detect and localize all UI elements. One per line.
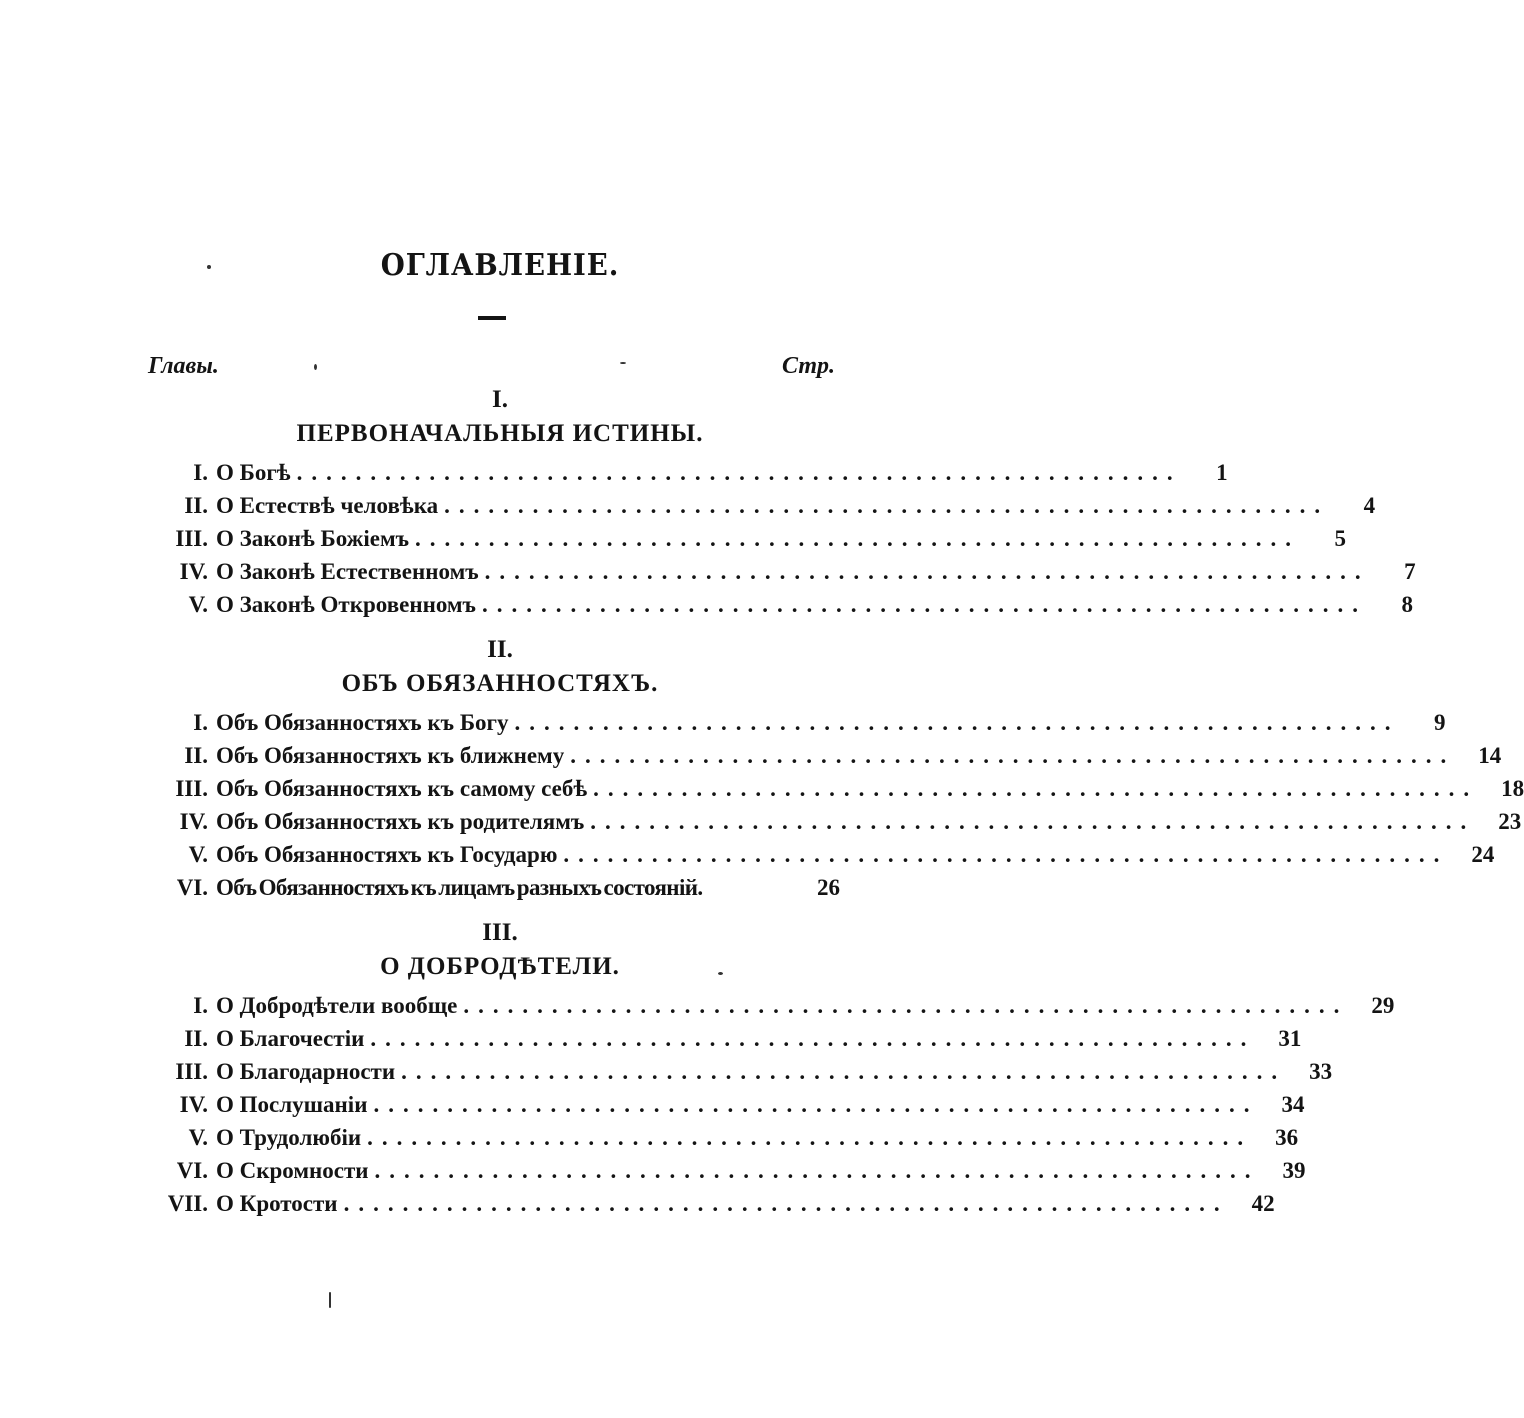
entry-page: 26 xyxy=(817,875,840,900)
entry-title: О Благодарности xyxy=(216,1059,396,1084)
entry-page: 14 xyxy=(1478,743,1502,768)
dot-leader: ............................................................ xyxy=(563,842,1449,867)
toc-entry xyxy=(150,875,840,907)
entry-title: О Скромности xyxy=(216,1158,369,1183)
column-heading-pages: Стр. xyxy=(781,353,835,379)
entry-page: 24 xyxy=(1471,842,1495,867)
entry-page: 5 xyxy=(1334,526,1347,551)
section-3-title: О ДОБРОДѢТЕЛИ. xyxy=(380,953,620,980)
column-heading-chapters: Главы. xyxy=(148,353,219,379)
toc-entry xyxy=(150,592,1413,624)
dot-leader: ............................................................ xyxy=(590,809,1476,834)
section-2-title: ОБЪ ОБЯЗАННОСТЯХЪ. xyxy=(341,670,659,697)
entry-title: Объ Обязанностяхъ къ самому себѣ xyxy=(216,776,588,801)
dot-leader: ............................................................ xyxy=(343,1191,1229,1216)
entry-number: III. xyxy=(175,1059,208,1084)
entry-title: Объ Обязанностяхъ къ Богу xyxy=(216,710,509,735)
entry-page: 7 xyxy=(1404,559,1416,584)
toc-entry xyxy=(150,809,1522,841)
entry-number: I. xyxy=(193,993,208,1018)
entry-page: 8 xyxy=(1401,592,1413,617)
dot-leader: ............................................................ xyxy=(514,710,1400,735)
entry-page: 18 xyxy=(1501,776,1524,801)
entry-number: IV. xyxy=(179,809,208,834)
entry-title: Объ Обязанностяхъ къ лицамъ разныхъ состояній. xyxy=(216,875,703,900)
toc-entry xyxy=(150,710,1446,742)
toc-entry xyxy=(150,1125,1299,1157)
page-title: ОГЛАВЛЕНІЕ. xyxy=(380,248,620,283)
entry-title: О Добродѣтели вообще xyxy=(216,993,458,1018)
toc-entry xyxy=(150,842,1495,874)
dot-leader: ............................................................ xyxy=(444,493,1330,518)
toc-entry xyxy=(150,1158,1306,1190)
dot-leader: ............................................................ xyxy=(374,1158,1260,1183)
entry-page: 31 xyxy=(1278,1026,1302,1051)
toc-entry xyxy=(150,1059,1333,1091)
toc-entry xyxy=(150,559,1416,591)
toc-entry xyxy=(150,493,1376,525)
entry-page: 39 xyxy=(1282,1158,1306,1183)
entry-number: V. xyxy=(188,592,208,617)
print-speck xyxy=(329,1292,331,1308)
entry-title: Объ Обязанностяхъ къ ближнему xyxy=(216,743,565,768)
dot-leader: ............................................................ xyxy=(367,1125,1253,1150)
entry-title: О Благочестіи xyxy=(216,1026,365,1051)
dot-leader: ............................................................ xyxy=(484,559,1370,584)
entry-number: IV. xyxy=(179,1092,208,1117)
entry-page: 29 xyxy=(1371,993,1395,1018)
toc-entry xyxy=(150,1092,1305,1124)
entry-page: 4 xyxy=(1363,493,1376,518)
dot-leader: ............................................................ xyxy=(370,1026,1256,1051)
entry-title: О Естествѣ человѣка xyxy=(216,493,439,518)
entry-page: 36 xyxy=(1275,1125,1299,1150)
entry-number: II. xyxy=(184,743,208,768)
entry-number: I. xyxy=(193,710,208,735)
entry-title: О Кротости xyxy=(216,1191,338,1216)
dot-leader: ............................................................ xyxy=(415,526,1301,551)
entry-title: О Трудолюбіи xyxy=(216,1125,362,1150)
print-speck xyxy=(718,972,723,975)
dot-leader: ............................................................ xyxy=(593,776,1479,801)
dot-leader: ............................................................ xyxy=(296,460,1182,485)
section-1-title: ПЕРВОНАЧАЛЬНЫЯ ИСТИНЫ. xyxy=(296,420,704,447)
entry-number: VI. xyxy=(176,1158,208,1183)
dot-leader: ............................................................ xyxy=(401,1059,1287,1084)
entry-page: 23 xyxy=(1498,809,1522,834)
toc-entry xyxy=(150,1026,1302,1058)
entry-number: VII. xyxy=(167,1191,208,1216)
entry-page: 33 xyxy=(1309,1059,1333,1084)
toc-entry xyxy=(150,993,1395,1025)
entry-number: I. xyxy=(193,460,208,485)
entry-page: 1 xyxy=(1216,460,1228,485)
entry-number: III. xyxy=(175,776,208,801)
toc-entry xyxy=(150,526,1347,558)
entry-number: IV. xyxy=(179,559,208,584)
entry-number: V. xyxy=(188,842,208,867)
dot-leader: ............................................................ xyxy=(463,993,1349,1018)
toc-entry xyxy=(150,460,1228,492)
entry-title: О Богѣ xyxy=(216,460,291,485)
entry-title: О Законѣ Откровенномъ xyxy=(216,592,476,617)
toc-entry xyxy=(150,743,1502,775)
entry-number: II. xyxy=(184,1026,208,1051)
entry-page: 42 xyxy=(1251,1191,1275,1216)
dot-leader: ............................................................ xyxy=(570,743,1456,768)
dot-leader: ............................................................ xyxy=(481,592,1367,617)
entry-title: О Законѣ Естественномъ xyxy=(216,559,479,584)
entry-title: О Послушаніи xyxy=(216,1092,368,1117)
entry-title: О Законѣ Божіемъ xyxy=(216,526,410,551)
title-rule xyxy=(478,316,506,320)
entry-title: Объ Обязанностяхъ къ родителямъ xyxy=(216,809,585,834)
dot-leader: ............................................................ xyxy=(373,1092,1259,1117)
section-2-number: II. xyxy=(487,636,513,663)
entry-page: 34 xyxy=(1281,1092,1305,1117)
entry-page: 9 xyxy=(1433,710,1446,735)
entry-number: V. xyxy=(188,1125,208,1150)
section-3-number: III. xyxy=(482,919,518,946)
toc-entry xyxy=(150,1191,1275,1223)
print-speck xyxy=(207,265,211,269)
section-1-number: I. xyxy=(492,386,508,413)
toc-entry xyxy=(150,776,1524,808)
entry-number: III. xyxy=(175,526,208,551)
entry-number: VI. xyxy=(176,875,208,900)
entry-number: II. xyxy=(184,493,208,518)
entry-title: Объ Обязанностяхъ къ Государю xyxy=(216,842,558,867)
print-speck xyxy=(620,362,626,364)
print-speck xyxy=(314,364,317,370)
